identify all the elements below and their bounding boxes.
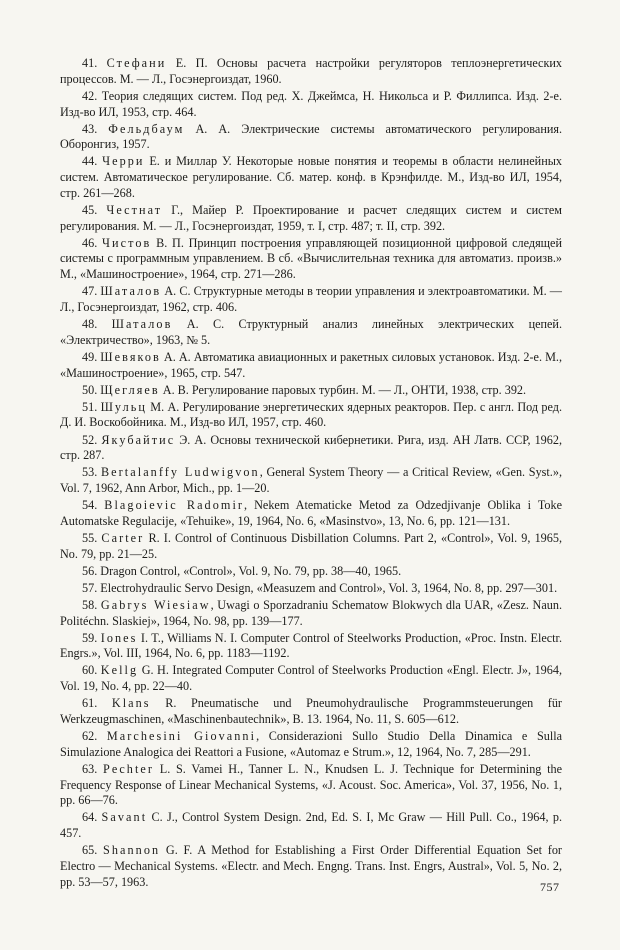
reference-number: 44.: [82, 154, 98, 169]
reference-text: А. А. Автоматика авиационных и ракетных силовых установок. Изд. 2-е. М., «Машиностроение», 1965, стр. 547.: [60, 349, 563, 380]
reference-entry: [60, 581, 562, 597]
reference-text: C. J., Control System Design. 2nd, Ed. S. I, Mc Graw — Hill Pull. Co., 1964, p. 457.: [60, 810, 562, 841]
reference-author: Якубайтис: [101, 432, 176, 447]
reference-author: Шаталов: [111, 317, 173, 332]
reference-number: 48.: [82, 317, 98, 332]
reference-text: , Nekem Atematicke Metod za Odzedjivanje Oblika i Toke Automatske Regulacije, «Tehuike», 19, 1964, No. 6, «Masinstvo», 13, No. 6, pp. 121—131.: [60, 498, 563, 528]
reference-text: В. П. Принцип построения управляющей позиционной цифровой следящей системы с программным управлением. В сб. «Вычислительная техника для автоматиз. произв.» М., «Машиностроение», 1964, стр. 271—286.: [60, 235, 562, 282]
reference-number: 65.: [82, 843, 98, 858]
reference-text: Е. и Миллар У. Некоторые новые понятия и теоремы в области нелинейных систем. Автоматическое регулирование. Сб. матер. конф. в Крэнфилде. М., Изд-во ИЛ, 1954, стр. 261—268.: [60, 154, 563, 200]
reference-number: 54.: [82, 498, 98, 513]
reference-number: 55.: [82, 530, 98, 545]
reference-author: Щегляев: [100, 382, 160, 397]
reference-author: Iones: [100, 630, 138, 645]
reference-number: 61.: [82, 696, 98, 711]
reference-number: 60.: [82, 663, 98, 678]
reference-text: G. H. Integrated Computer Control of Steelworks Production «Engl. Electr. J», 1964, Vol. 19, No. 4, pp. 22—40.: [60, 663, 562, 694]
reference-author: Kellg: [100, 663, 139, 678]
reference-number: 49.: [82, 349, 98, 364]
reference-author: Фельдбаум: [108, 121, 185, 136]
reference-text: М. А. Регулирование энергетических ядерных реакторов. Пер. с англ. Под ред. Д. И. Воскобойника. М., Изд-во ИЛ, 1957, стр. 460.: [60, 399, 562, 430]
reference-text: G. F. A Method for Establishing a First Order Differential Equation Set for Electro — Mechanical Systems. «Electr. and Mech. Engng. Trans. Inst. Engrs, Austral», Vol. 5, No. 2, pp. 53—57, 1963.: [60, 843, 562, 889]
reference-entry: [60, 531, 562, 563]
reference-number: 63.: [82, 761, 98, 776]
reference-number: 53.: [82, 465, 98, 480]
reference-number: 62.: [82, 728, 98, 743]
reference-entry: [60, 284, 562, 316]
reference-number: 46.: [82, 235, 98, 250]
reference-number: 64.: [82, 810, 98, 825]
reference-entry: [60, 564, 562, 580]
reference-text: , Considerazioni Sullo Studio Della Dinamica e Sulla Simulazione Analogica dei Reattori a Fusione, «Automaz e Strum.», 12, 1964, No. 7, 285—291.: [60, 728, 563, 759]
reference-author: Carter: [101, 530, 145, 545]
reference-text: Electrohydraulic Servo Design, «Measuzem and Control», Vol. 3, 1964, No. 8, pp. 297—301.: [100, 580, 558, 595]
reference-author: Gabrys Wiesiaw: [100, 597, 211, 612]
reference-number: 51.: [82, 399, 98, 414]
reference-entry: [60, 465, 562, 497]
reference-entry: [60, 729, 562, 761]
reference-entry: [60, 56, 562, 88]
reference-author: Blagoievic Radomir: [104, 498, 245, 513]
reference-author: Bertalanffy Ludwigvon: [100, 465, 260, 480]
reference-entry: [60, 154, 562, 201]
reference-number: 42.: [82, 88, 98, 103]
reference-text: R. Pneumatische und Pneumohydraulische Programmsteuerungen für Werkzeugmaschinen, «Maschinenbautechnik», B. 13. 1964, No. 11, S. 605—612.: [60, 696, 562, 726]
reference-entry: [60, 433, 562, 465]
reference-number: 56.: [82, 563, 98, 578]
reference-entry: [60, 89, 562, 121]
reference-text: L. S. Vamei H., Tanner L. N., Knudsen L. J. Technique for Determining the Frequency Response of Linear Mechanical Systems, «J. Acoust. Soc. America», Vol. 37, 1956, No. 1, pp. 66—76.: [60, 761, 563, 808]
reference-entry: [60, 122, 562, 154]
reference-entry: [60, 663, 562, 695]
reference-text: , General System Theory — a Critical Review, «Gen. Syst.», Vol. 7, 1962, Ann Arbor, Mich., pp. 1—20.: [60, 465, 562, 496]
reference-text: I. T., Williams N. I. Computer Control of Steelworks Production, «Proc. Instn. Electr. Engrs.», Vol. III, 1964, No. 6, pp. 1183—1192.: [60, 630, 562, 661]
reference-text: Е. П. Основы расчета настройки регуляторов теплоэнергетических процессов. М. — Л., Госэнергоиздат, 1960.: [60, 56, 563, 86]
reference-text: А. В. Регулирование паровых турбин. М. — Л., ОНТИ, 1938, стр. 392.: [159, 382, 527, 397]
reference-author: Pechter: [102, 761, 155, 776]
reference-number: 45.: [82, 202, 98, 217]
reference-text: , Uwagi o Sporzadraniu Schematow Blokwych dla UAR, «Zesz. Naun. Politéchn. Slaskiej», 1964, No. 98, pp. 139—177.: [60, 597, 562, 628]
reference-number: 47.: [82, 284, 98, 299]
reference-entry: [60, 400, 562, 432]
reference-entry: [60, 350, 562, 382]
reference-number: 41.: [82, 56, 98, 70]
reference-author: Честнат: [106, 202, 163, 217]
reference-text: Теория следящих систем. Под ред. Х. Джеймса, Н. Никольса и Р. Филлипса. Изд. 2-е. Изд-во ИЛ, 1953, стр. 464.: [60, 88, 563, 119]
reference-entry: [60, 631, 562, 663]
reference-author: Klans: [111, 696, 151, 711]
reference-author: Черри: [102, 154, 145, 169]
reference-entry: [60, 762, 562, 809]
reference-author: Чистов: [102, 235, 152, 250]
reference-entry: [60, 810, 562, 842]
reference-author: Шульц: [100, 399, 147, 414]
reference-entry: [60, 598, 562, 630]
reference-author: Shannon: [102, 843, 161, 858]
reference-entry: [60, 696, 562, 728]
reference-text: Э. А. Основы технической кибернетики. Рига, изд. АН Латв. ССР, 1962, стр. 287.: [60, 432, 562, 463]
reference-number: 57.: [82, 580, 98, 595]
reference-text: А. А. Электрические системы автоматического регулирования. Оборонгиз, 1957.: [60, 121, 563, 152]
reference-number: 50.: [82, 382, 98, 397]
reference-author: Savant: [101, 810, 148, 825]
reference-entry: [60, 236, 562, 283]
reference-text: А. С. Структурные методы в теории управления и электроавтоматики. М. — Л., Госэнергоиздат, 1962, стр. 406.: [60, 284, 562, 315]
reference-entry: [60, 203, 562, 235]
reference-entry: [60, 498, 562, 530]
reference-author: Шаталов: [100, 284, 162, 299]
reference-text: R. I. Control of Continuous Disbillation Columns. Part 2, «Control», Vol. 9, 1965, No. 79, pp. 21—25.: [60, 530, 562, 561]
reference-text: А. С. Структурный анализ линейных электрических цепей. «Электричество», 1963, № 5.: [60, 317, 562, 347]
reference-entry: [60, 317, 562, 349]
reference-entry: [60, 843, 562, 890]
reference-author: Стефани: [106, 56, 167, 70]
reference-number: 43.: [82, 121, 98, 136]
reference-author: Marchesini Giovanni: [106, 728, 257, 743]
reference-text: Dragon Control, «Control», Vol. 9, No. 79, pp. 38—40, 1965.: [100, 563, 402, 578]
reference-number: 58.: [82, 597, 98, 612]
page-number: 757: [540, 880, 560, 894]
reference-number: 52.: [82, 432, 98, 447]
reference-entry: [60, 383, 562, 399]
reference-number: 59.: [82, 630, 98, 645]
reference-text: Г., Майер Р. Проектирование и расчет следящих систем и систем регулирования. М. — Л., Госэнергоиздат, 1959, т. I, стр. 487; т. II, стр. 392.: [60, 202, 563, 233]
reference-author: Шевяков: [100, 349, 161, 364]
reference-list: [60, 56, 562, 890]
